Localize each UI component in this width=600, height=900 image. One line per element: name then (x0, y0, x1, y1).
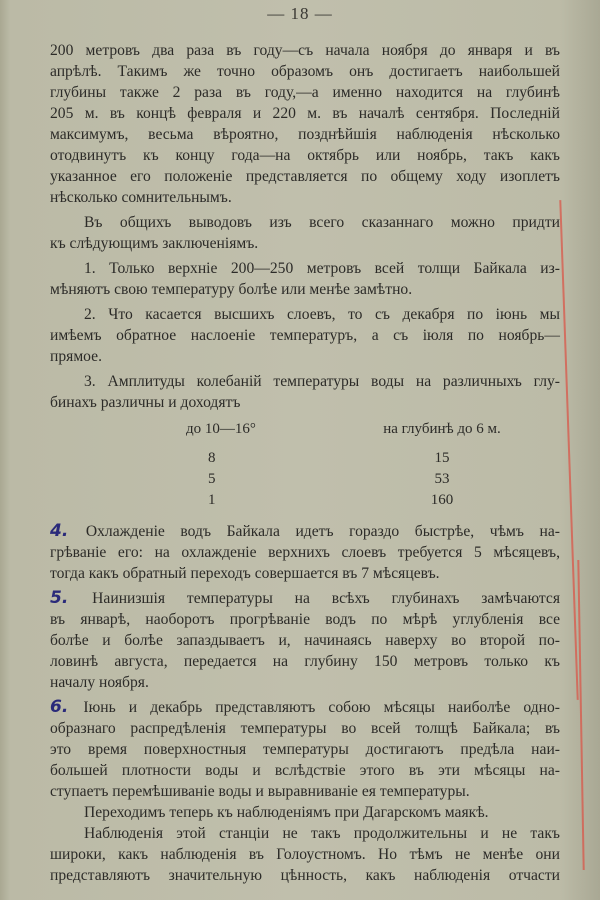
handwritten-number-6: 6. (50, 697, 69, 717)
conclusion-2-cont (50, 325, 560, 367)
text-line: 2. Что касается высшихъ слоевъ, то съ декабря по іюнь мы (84, 306, 560, 323)
paragraph-2-cont (50, 233, 560, 254)
text-line: апрѣлѣ. Такимъ же точно образомъ онъ достигаетъ наибольшей (50, 63, 560, 80)
table-header-cell: до 10—16° (186, 421, 256, 437)
text-line: указанное его положеніе представляется по общему ходу изоплетъ (50, 168, 560, 185)
table-cell: 160 (430, 492, 454, 508)
text-line: Переходимъ теперь къ наблюденіямъ при Дагарскомъ маякѣ. (84, 804, 489, 821)
text-line: 3. Амплитуды колебаній температуры воды на различныхъ глу- (84, 373, 560, 390)
conclusion-2 (50, 304, 560, 325)
text-line: Въ общихъ выводовъ изъ всего сказаннаго можно придти (84, 214, 560, 231)
table-cell: 15 (434, 450, 450, 466)
text-line: мѣняютъ свою температуру болѣе или менѣе замѣтно. (50, 281, 413, 298)
conclusion-4 (50, 521, 560, 584)
table-cell: 5 (208, 471, 216, 487)
paragraph-dagar-cont (50, 844, 560, 886)
text-line: ловинѣ августа, передается на глубину 150 метровъ только къ (50, 653, 560, 670)
table-cell: 1 (208, 492, 216, 508)
text-line: ступаетъ перемѣшиваніе воды и выравниваніе ея температуры. (50, 783, 470, 800)
conclusion-1 (50, 258, 560, 279)
table-cell: 8 (208, 450, 216, 466)
text-span: Охлажденіе водъ Байкала идетъ гораздо быстрѣе, чѣмъ на- (85, 523, 560, 540)
text-line: нѣсколько сомнительнымъ. (50, 189, 232, 206)
text-line: грѣваніе его: на охлажденіе верхнихъ слоевъ требуется 5 мѣсяцевъ, (50, 544, 560, 561)
text-line: глубины также 2 раза въ году,—а именно находится на глубинѣ (50, 84, 560, 101)
conclusion-3-cont (50, 392, 560, 413)
text-line: образнаго распредѣленія температуры во всей толщѣ Байкала; въ (50, 720, 560, 737)
table-header-cell: на глубинѣ до 6 м. (383, 421, 501, 437)
conclusion-1-cont (50, 279, 560, 300)
text-span: Наинизшія температуры на всѣхъ глубинахъ замѣчаются (92, 590, 560, 607)
text-line: къ слѣдующимъ заключеніямъ. (50, 235, 259, 252)
text-line (50, 697, 560, 718)
paragraph-2 (50, 212, 560, 233)
text-line: отодвинутъ къ концу года—на октябрь или ноябрь, такъ какъ (50, 147, 560, 164)
text-line: это время поверхностныя температуры достигаютъ предѣла наи- (50, 741, 560, 758)
text-line: 200 метровъ два раза въ году—съ начала ноября до января и въ (50, 42, 560, 59)
table-cell: 53 (434, 471, 450, 487)
text-line (50, 588, 560, 609)
conclusion-5 (50, 588, 560, 693)
text-line: въ январѣ, наоборотъ прогрѣваніе водъ по мѣрѣ углубленія все (50, 611, 560, 628)
text-line: Наблюденія этой станціи не такъ продолжительны и не такъ (84, 825, 560, 842)
table-header-row (178, 419, 540, 448)
text-line: имѣемъ обратное наслоеніе температуръ, а съ іюля по ноябрь— (50, 327, 560, 344)
text-line: началу ноября. (50, 674, 149, 691)
table-row (178, 490, 540, 511)
text-line: широки, какъ наблюденія въ Голоустномъ. Но тѣмъ не менѣе они (50, 846, 560, 863)
margin-mark-line-2 (577, 560, 584, 870)
text-line: тогда какъ обратный переходъ совершается въ 7 мѣсяцевъ. (50, 565, 440, 582)
conclusion-6 (50, 697, 560, 802)
text-line (50, 521, 560, 542)
text-line: большей плотности воды и вслѣдствіе этого въ эти мѣсяцы на- (50, 762, 560, 779)
page-number: — 18 — (267, 4, 333, 23)
margin-mark-line (559, 200, 578, 700)
text-line: болѣе и болѣе запаздываетъ и, начинаясь наверху во второй по- (50, 632, 560, 649)
text-line: максимумъ, весьма вѣроятно, позднѣйшія наблюденія нѣсколько (50, 126, 560, 143)
text-line: 1. Только верхніе 200—250 метровъ всей толщи Байкала из- (84, 260, 560, 277)
handwritten-number-4: 4. (50, 521, 69, 541)
conclusion-3 (50, 371, 560, 392)
paragraph-dagar-intro (50, 802, 560, 823)
text-line: бинахъ различны и доходятъ (50, 394, 241, 411)
text-line: прямое. (50, 348, 102, 365)
table-row (178, 448, 540, 469)
body-text (50, 40, 560, 886)
handwritten-number-5: 5. (50, 588, 69, 608)
text-line: представляютъ значительную цѣнность, какъ наблюденія отчасти (50, 867, 560, 884)
text-span: Іюнь и декабрь представляютъ собою мѣсяцы наиболѣе одно- (83, 699, 560, 716)
table-row (178, 469, 540, 490)
amplitude-table (178, 419, 540, 511)
paragraph-dagar (50, 823, 560, 844)
text-line: 205 м. въ концѣ февраля и 220 м. въ началѣ сентября. Последній (50, 105, 560, 122)
paragraph-1 (50, 40, 560, 208)
